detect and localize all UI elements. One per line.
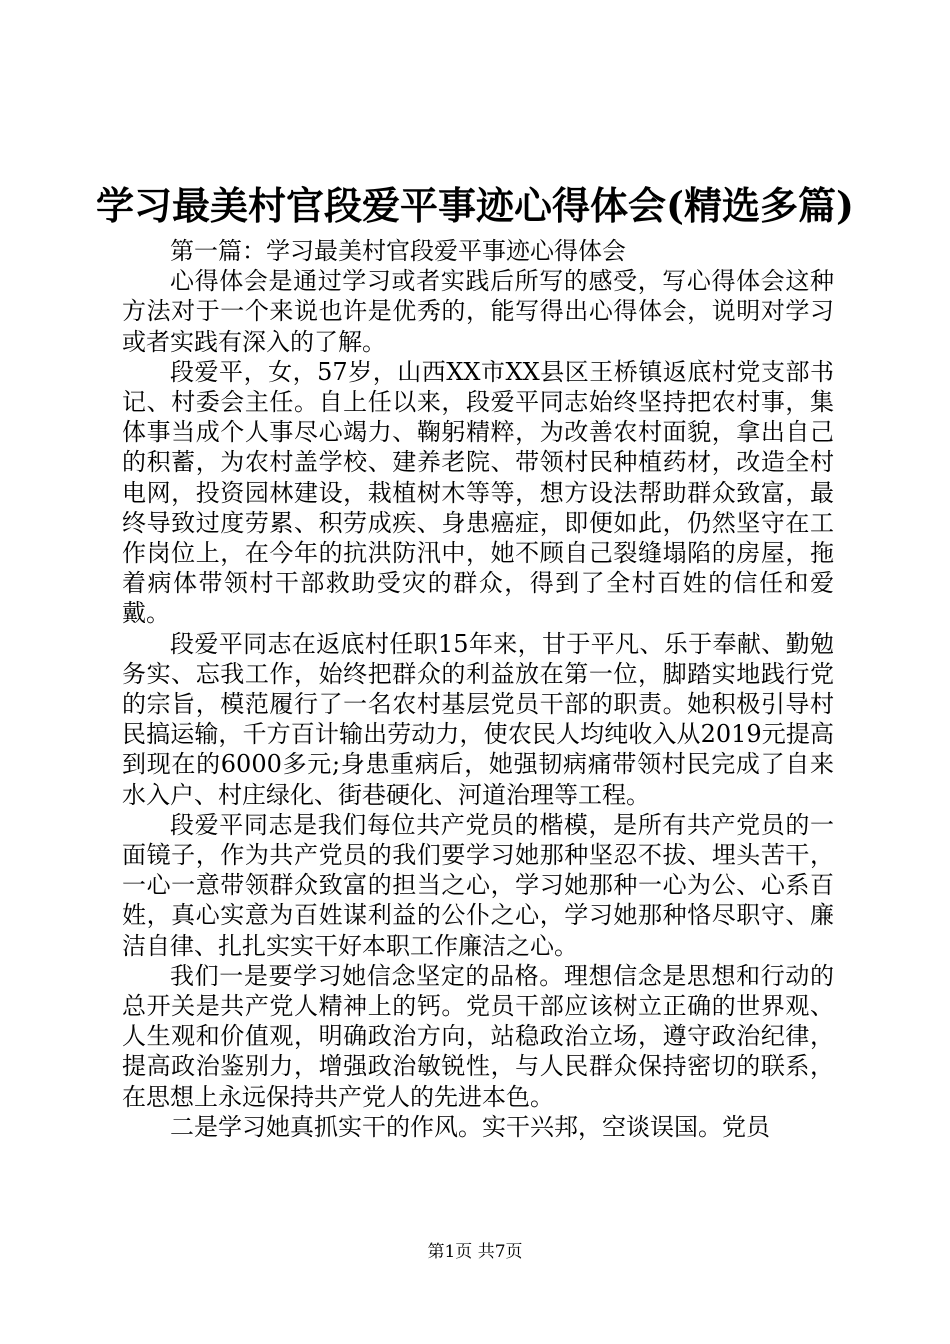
document-body: [122, 236, 834, 1142]
document-title: 学习最美村官段爱平事迹心得体会(精选多篇): [96, 183, 854, 228]
paragraph-4: 段爱平同志是我们每位共产党员的楷模，是所有共产党员的一面镜子，作为共产党员的我们要学习她那种坚忍不拔、埋头苦干，一心一意带领群众致富的担当之心，学习她那种一心为公、心系百姓，真心实意为百姓谋利益的公仆之心，学习她那种恪尽职守、廉洁自律、扎扎实实干好本职工作廉洁之心。: [122, 810, 834, 960]
section-heading: 第一篇：学习最美村官段爱平事迹心得体会: [170, 237, 626, 265]
paragraph-6: 二是学习她真抓实干的作风。实干兴邦，空谈误国。党员: [170, 1112, 770, 1141]
paragraph-2: 段爱平，女，57岁，山西XX市XX县区王桥镇返底村党支部书记、村委会主任。自上任以来，段爱平同志始终坚持把农村事，集体事当成个人事尽心竭力、鞠躬精粹，为改善农村面貌，拿出自己的积蓄，为农村盖学校、建养老院、带领村民种植药材，改造全村电网，投资园林建设，栽植树木等等，想方设法帮助群众致富，最终导致过度劳累、积劳成疾、身患癌症，即便如此，仍然坚守在工作岗位上，在今年的抗洪防汛中，她不顾自己裂缝塌陷的房屋，拖着病体带领村干部救助受灾的群众，得到了全村百姓的信任和爱戴。: [122, 357, 834, 628]
page-footer: 第1页 共7页: [427, 1242, 523, 1262]
paragraph-1: 心得体会是通过学习或者实践后所写的感受，写心得体会这种方法对于一个来说也许是优秀的，能写得出心得体会，说明对学习或者实践有深入的了解。: [122, 267, 834, 356]
paragraph-3: 段爱平同志在返底村任职15年来，甘于平凡、乐于奉献、勤勉务实、忘我工作，始终把群众的利益放在第一位，脚踏实地践行党的宗旨，模范履行了一名农村基层党员干部的职责。她积极引导村民搞运输，千方百计输出劳动力，使农民人均纯收入从2019元提高到现在的6000多元;身患重病后，她强韧病痛带领村民完成了自来水入户、村庄绿化、街巷硬化、河道治理等工程。: [122, 629, 834, 809]
paragraph-5: 我们一是要学习她信念坚定的品格。理想信念是思想和行动的总开关是共产党人精神上的钙。党员干部应该树立正确的世界观、人生观和价值观，明确政治方向，站稳政治立场，遵守政治纪律，提高政治鉴别力，增强政治敏锐性，与人民群众保持密切的联系，在思想上永远保持共产党人的先进本色。: [122, 961, 834, 1111]
